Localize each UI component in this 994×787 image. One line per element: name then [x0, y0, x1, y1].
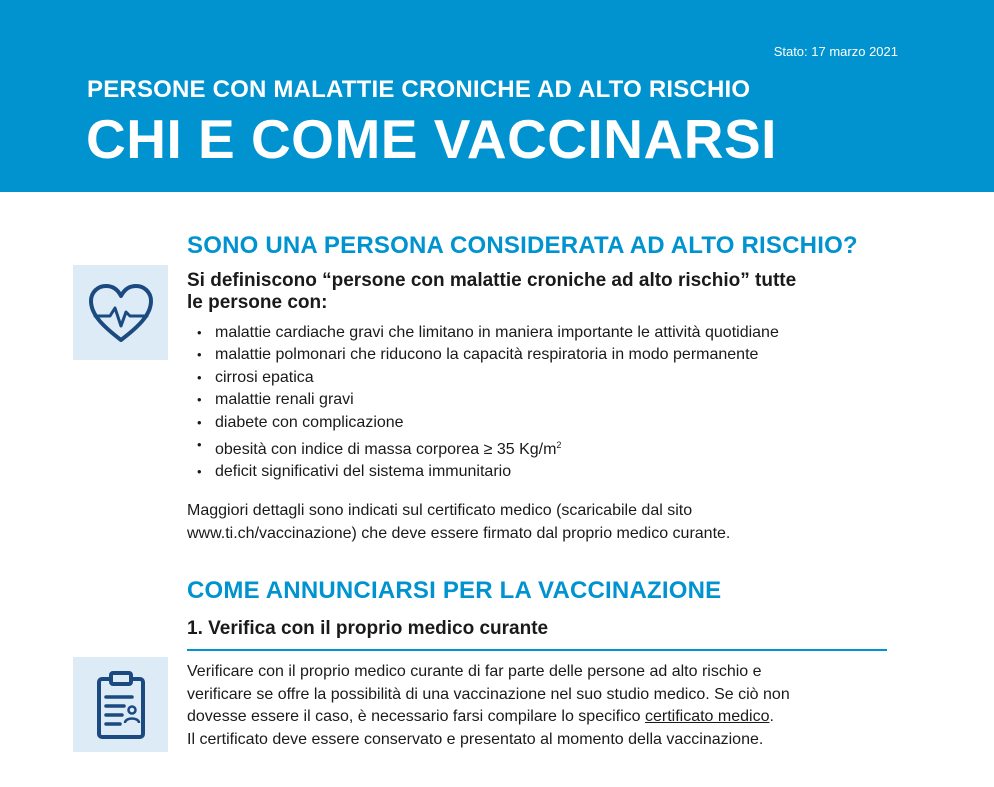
intro-line-2: le persone con:	[187, 292, 328, 313]
paragraph-line-1: Verificare con il proprio medico curante di far parte delle persone ad alto rischio e	[187, 663, 762, 680]
status-date: Stato: 17 marzo 2021	[773, 44, 898, 59]
paragraph-text: .	[769, 708, 774, 725]
superscript: 2	[556, 440, 562, 451]
list-item: • malattie renali gravi	[197, 389, 779, 411]
heart-pulse-icon	[73, 265, 168, 360]
divider	[187, 649, 887, 651]
list-item: • malattie cardiache gravi che limitano in maniera importante le attività quotidiane	[197, 322, 779, 344]
paragraph-line-4: Il certificato deve essere conservato e presentato al momento della vaccinazione.	[187, 730, 764, 748]
paragraph-line-2: verificare se offre la possibilità di una vaccinazione nel suo studio medico. Se ciò non	[187, 685, 790, 703]
paragraph-line-3	[187, 706, 907, 729]
details-paragraph	[187, 500, 887, 545]
list-item: • cirrosi epatica	[197, 367, 779, 389]
list-item: • diabete con complicazione	[197, 412, 779, 434]
intro-definition	[187, 270, 907, 314]
details-line-1: Maggiori dettagli sono indicati sul certificato medico (scaricabile dal sito	[187, 502, 693, 519]
section-title-registration: COME ANNUNCIARSI PER LA VACCINAZIONE	[187, 577, 722, 604]
list-item-text: obesità con indice di massa corporea ≥ 35 Kg/m	[215, 441, 557, 459]
header-subtitle: PERSONE CON MALATTIE CRONICHE AD ALTO RISCHIO	[87, 76, 751, 103]
header-banner	[0, 0, 994, 192]
list-item: • malattie polmonari che riducono la capacità respiratoria in modo permanente	[197, 344, 779, 366]
page-title: CHI E COME VACCINARSI	[86, 108, 777, 170]
conditions-list	[197, 322, 779, 484]
step-title: 1. Verifica con il proprio medico curante	[187, 618, 549, 639]
section-title-high-risk: SONO UNA PERSONA CONSIDERATA AD ALTO RISCHIO?	[187, 232, 858, 259]
list-item: • deficit significativi del sistema immunitario	[197, 461, 779, 483]
details-line-2: www.ti.ch/vaccinazione) che deve essere firmato dal proprio medico curante.	[187, 524, 731, 542]
medical-certificate-link[interactable]: certificato medico	[644, 708, 770, 725]
clipboard-icon	[73, 657, 168, 752]
list-item-obesity	[197, 434, 779, 461]
intro-line-1: Si definiscono “persone con malattie croniche ad alto rischio” tutte	[187, 270, 797, 291]
verification-paragraph	[187, 661, 907, 751]
paragraph-text: dovesse essere il caso, è necessario farsi compilare lo specifico	[187, 708, 645, 725]
